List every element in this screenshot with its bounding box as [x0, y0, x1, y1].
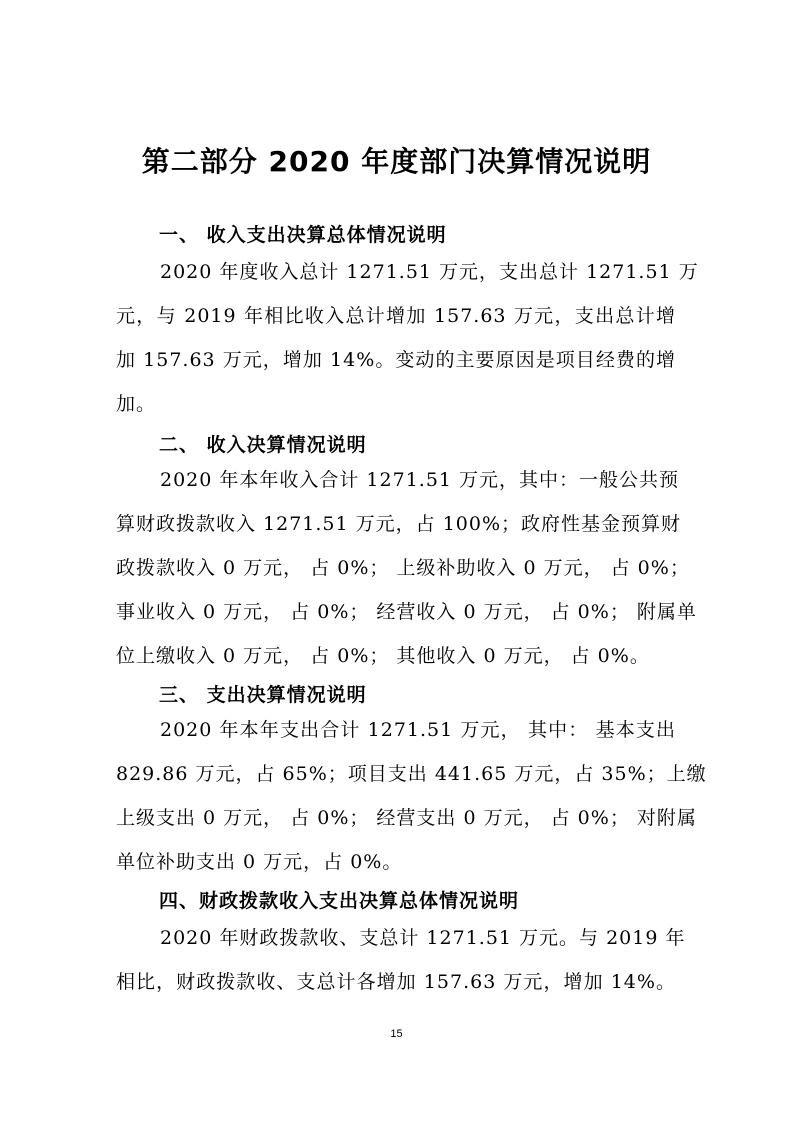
- paragraph-line: 2020 年财政拨款收、支总计 1271.51 万元。与 2019 年: [160, 927, 686, 949]
- paragraph-line: 2020 年本年支出合计 1271.51 万元， 其中： 基本支出: [160, 719, 676, 741]
- page-number: 15: [390, 1028, 403, 1040]
- paragraph-line: 政拨款收入 0 万元， 占 0%； 上级补助收入 0 万元， 占 0%；: [116, 557, 690, 579]
- paragraph-line: 上级支出 0 万元， 占 0%； 经营支出 0 万元， 占 0%； 对附属: [116, 807, 697, 829]
- section-body-4: [116, 916, 686, 1004]
- section-body-3: [116, 708, 707, 884]
- section-heading-1: 一、 收入支出决算总体情况说明: [159, 224, 447, 246]
- section-body-1: [116, 250, 699, 426]
- paragraph-line: 算财政拨款收入 1271.51 万元，占 100%；政府性基金预算财: [116, 513, 682, 535]
- paragraph-line: 元，与 2019 年相比收入总计增加 157.63 万元，支出总计增: [116, 305, 676, 327]
- paragraph-line: 加 157.63 万元，增加 14%。变动的主要原因是项目经费的增: [116, 349, 676, 371]
- paragraph-line: 单位补助支出 0 万元，占 0%。: [116, 851, 403, 873]
- paragraph-line: 事业收入 0 万元， 占 0%； 经营收入 0 万元， 占 0%； 附属单: [116, 601, 697, 623]
- paragraph-line: 2020 年本年收入合计 1271.51 万元，其中：一般公共预: [160, 469, 680, 491]
- section-body-2: [116, 458, 697, 678]
- page-title: 第二部分 2020 年度部门决算情况说明: [141, 145, 652, 178]
- section-heading-2: 二、 收入决算情况说明: [159, 434, 367, 456]
- paragraph-line: 位上缴收入 0 万元， 占 0%； 其他收入 0 万元， 占 0%。: [116, 645, 650, 667]
- paragraph-line: 加。: [116, 393, 157, 415]
- section-heading-4: 四、财政拨款收入支出决算总体情况说明: [159, 890, 520, 912]
- paragraph-line: 829.86 万元，占 65%；项目支出 441.65 万元，占 35%；上缴: [116, 763, 707, 785]
- section-heading-3: 三、 支出决算情况说明: [159, 684, 367, 706]
- paragraph-line: 2020 年度收入总计 1271.51 万元，支出总计 1271.51 万: [160, 261, 699, 283]
- paragraph-line: 相比，财政拨款收、支总计各增加 157.63 万元，增加 14%。: [116, 971, 676, 993]
